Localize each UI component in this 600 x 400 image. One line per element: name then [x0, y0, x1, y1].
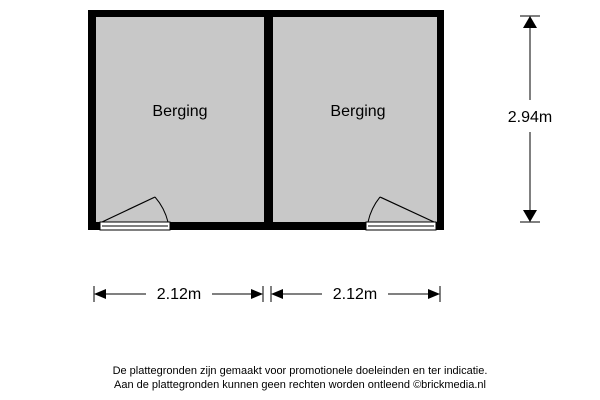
- width-label-right: 2.12m: [332, 286, 378, 303]
- width-label-left: 2.12m: [156, 286, 202, 303]
- room-label-right: Berging: [330, 103, 386, 120]
- disclaimer-line-1: De plattegronden zijn gemaakt voor promotionele doeleinden en ter indicatie.: [112, 365, 488, 377]
- height-label: 2.94m: [507, 109, 553, 126]
- room-label-left: Berging: [152, 103, 208, 120]
- disclaimer-line-2: Aan de plattegronden kunnen geen rechten worden ontleend ©brickmedia.nl: [114, 379, 486, 391]
